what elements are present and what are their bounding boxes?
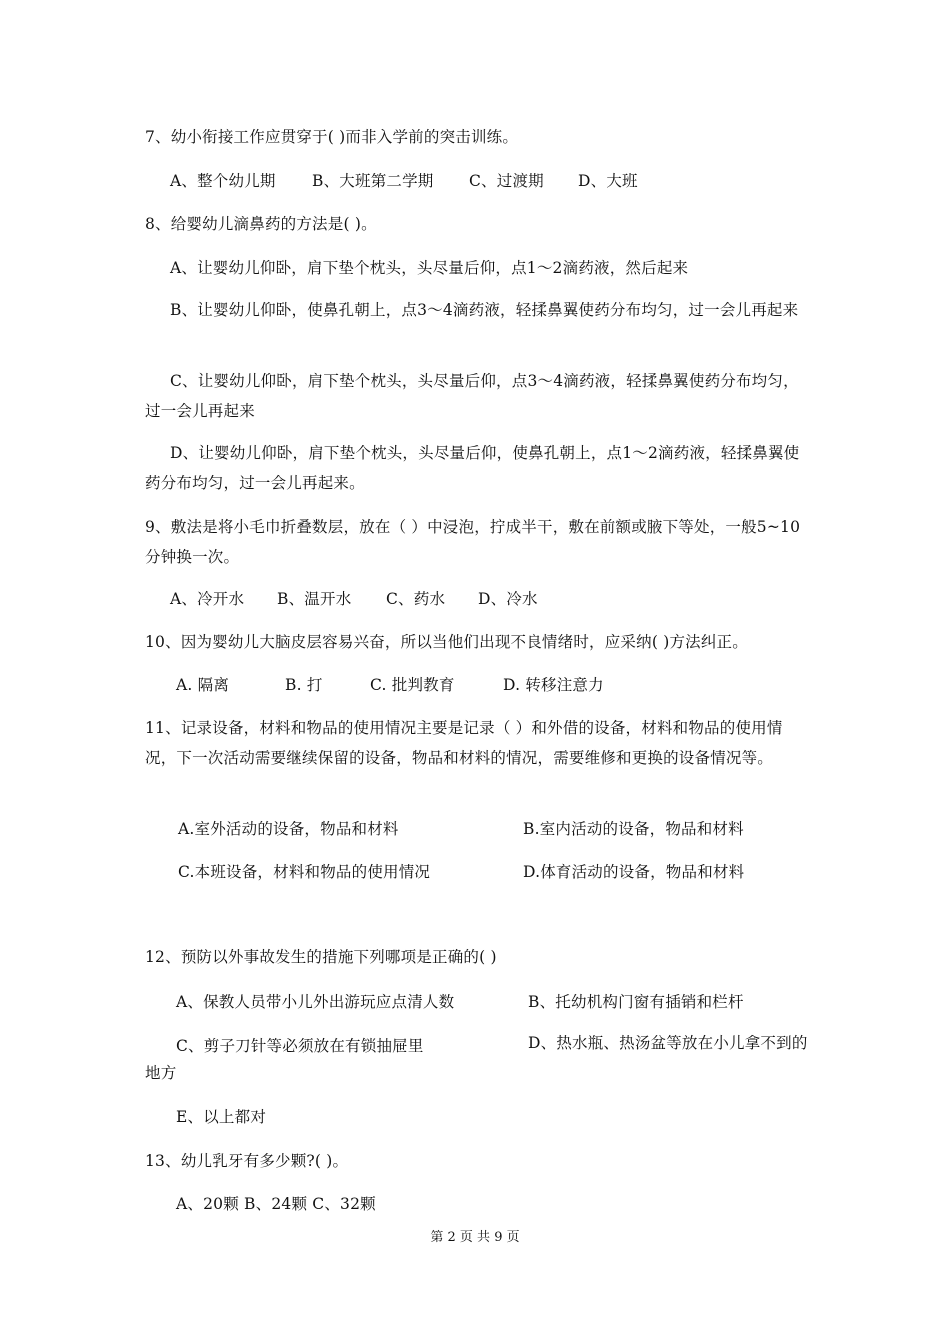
q9-option-b: B、温开水 bbox=[277, 590, 352, 608]
q10-option-a: A. 隔离 bbox=[176, 676, 230, 694]
question-12: 12、预防以外事故发生的措施下列哪项是正确的( ) bbox=[145, 948, 497, 966]
q11-option-d: D.体育活动的设备，物品和材料 bbox=[523, 863, 745, 881]
q7-option-d: D、大班 bbox=[578, 172, 638, 190]
q9-option-a: A、冷开水 bbox=[170, 590, 245, 608]
q7-option-a: A、整个幼儿期 bbox=[170, 172, 276, 190]
q10-option-d: D. 转移注意力 bbox=[503, 676, 604, 694]
q7-option-b: B、大班第二学期 bbox=[312, 172, 434, 190]
q12-option-b: B、托幼机构门窗有插销和栏杆 bbox=[528, 993, 744, 1011]
q9-option-d: D、冷水 bbox=[478, 590, 538, 608]
q11-option-b: B.室内活动的设备，物品和材料 bbox=[523, 820, 744, 838]
q12-option-c: C、剪子刀针等必须放在有锁抽屉里 bbox=[176, 1037, 424, 1055]
question-10: 10、因为婴幼儿大脑皮层容易兴奋，所以当他们出现不良情绪时，应采纳( )方法纠正。 bbox=[145, 633, 748, 651]
q12-option-a: A、保教人员带小儿外出游玩应点清人数 bbox=[176, 993, 455, 1011]
q12-option-d: D、热水瓶、热汤盆等放在小儿拿不到的地方 bbox=[145, 1034, 808, 1082]
q10-option-c: C. 批判教育 bbox=[370, 676, 455, 694]
q9-option-c: C、药水 bbox=[386, 590, 446, 608]
q7-option-c: C、过渡期 bbox=[469, 172, 544, 190]
q8-option-a: A、让婴幼儿仰卧，肩下垫个枕头，头尽量后仰，点1～2滴药液，然后起来 bbox=[170, 259, 689, 277]
q12-option-e: E、以上都对 bbox=[176, 1108, 267, 1126]
question-8: 8、给婴幼儿滴鼻药的方法是( )。 bbox=[145, 215, 377, 233]
q11-option-a: A.室外活动的设备，物品和材料 bbox=[178, 820, 399, 838]
question-13: 13、幼儿乳牙有多少颗?( )。 bbox=[145, 1152, 349, 1170]
question-11: 11、记录设备，材料和物品的使用情况主要是记录（ ）和外借的设备，材料和物品的使用情况，下一次活动需要继续保留的设备，物品和材料的情况，需要维修和更换的设备情况等。 bbox=[145, 719, 783, 767]
q13-options: A、20颗 B、24颗 C、32颗 bbox=[176, 1195, 376, 1213]
q10-option-b: B. 打 bbox=[285, 676, 323, 694]
question-7: 7、幼小衔接工作应贯穿于( )而非入学前的突击训练。 bbox=[145, 128, 519, 146]
page-footer: 第 2 页 共 9 页 bbox=[430, 1230, 520, 1245]
question-9: 9、敷法是将小毛巾折叠数层，放在（ ）中浸泡，拧成半干，敷在前额或腋下等处，一般5~10分钟换一次。 bbox=[145, 518, 801, 566]
q8-option-c: C、让婴幼儿仰卧，肩下垫个枕头，头尽量后仰，点3～4滴药液，轻揉鼻翼使药分布均匀，过一会儿再起来 bbox=[145, 372, 799, 420]
q11-option-c: C.本班设备，材料和物品的使用情况 bbox=[178, 863, 431, 881]
q8-option-d: D、让婴幼儿仰卧，肩下垫个枕头，头尽量后仰，使鼻孔朝上，点1～2滴药液，轻揉鼻翼使药分布均匀，过一会儿再起来。 bbox=[145, 444, 800, 492]
q8-option-b: B、让婴幼儿仰卧，使鼻孔朝上，点3～4滴药液，轻揉鼻翼使药分布均匀，过一会儿再起来 bbox=[170, 301, 799, 319]
